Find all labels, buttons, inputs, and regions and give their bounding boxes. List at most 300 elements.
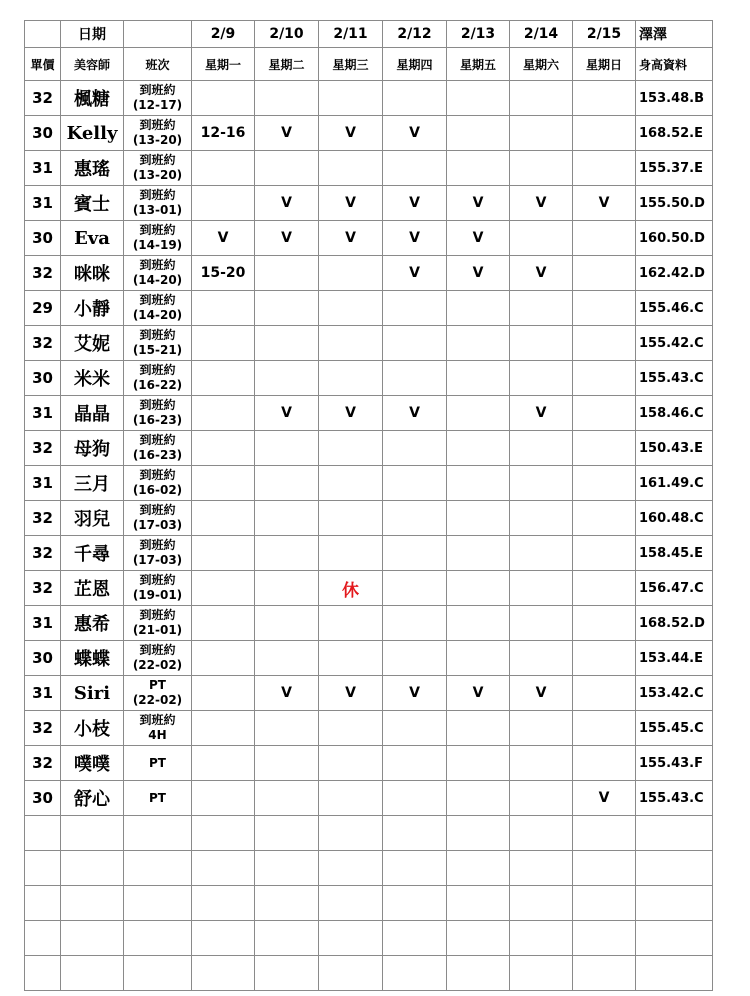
day-cell-wed bbox=[319, 291, 383, 326]
empty-cell bbox=[636, 956, 713, 991]
empty-cell bbox=[510, 956, 573, 991]
empty-cell bbox=[319, 921, 383, 956]
stylist-name: 羽兒 bbox=[61, 501, 124, 536]
empty-cell bbox=[447, 851, 510, 886]
shift-cell bbox=[124, 151, 192, 186]
shift-cell bbox=[124, 116, 192, 151]
day-cell-sat bbox=[510, 606, 573, 641]
day-cell-tue bbox=[255, 256, 319, 291]
empty-cell bbox=[573, 956, 636, 991]
empty-cell bbox=[510, 921, 573, 956]
day-cell-sun bbox=[573, 746, 636, 781]
empty-cell bbox=[383, 956, 447, 991]
empty-cell bbox=[61, 886, 124, 921]
stylist-name: 惠希 bbox=[61, 606, 124, 641]
shift-cell bbox=[124, 536, 192, 571]
info-cell: 160.48.C bbox=[636, 501, 713, 536]
empty-cell bbox=[25, 921, 61, 956]
empty-cell bbox=[636, 851, 713, 886]
shift-line: (16-23) bbox=[132, 448, 183, 462]
empty-cell bbox=[124, 851, 192, 886]
empty-cell bbox=[383, 886, 447, 921]
day-cell-sun: V bbox=[573, 781, 636, 816]
day-cell-tue bbox=[255, 781, 319, 816]
day-cell-fri: V bbox=[447, 256, 510, 291]
shift-line: 到班約 bbox=[139, 503, 176, 517]
price-cell: 31 bbox=[25, 606, 61, 641]
price-cell: 31 bbox=[25, 151, 61, 186]
shift-line: 到班約 bbox=[139, 433, 176, 447]
table-row bbox=[25, 186, 713, 221]
shift-line: 到班約 bbox=[139, 713, 176, 727]
day-cell-mon bbox=[192, 641, 255, 676]
day-cell-thu bbox=[383, 501, 447, 536]
price-cell: 32 bbox=[25, 536, 61, 571]
table-row bbox=[25, 256, 713, 291]
empty-cell bbox=[510, 886, 573, 921]
shift-line: (17-03) bbox=[132, 518, 183, 532]
day-cell-wed bbox=[319, 711, 383, 746]
date-header-row bbox=[25, 21, 713, 48]
weekday-mon: 星期一 bbox=[192, 48, 255, 81]
day-cell-thu bbox=[383, 466, 447, 501]
day-cell-fri bbox=[447, 781, 510, 816]
empty-cell bbox=[61, 851, 124, 886]
price-cell: 31 bbox=[25, 676, 61, 711]
weekday-sun: 星期日 bbox=[573, 48, 636, 81]
stylist-name: 噗噗 bbox=[61, 746, 124, 781]
stylist-name: Eva bbox=[61, 221, 124, 256]
date-sat: 2/14 bbox=[510, 21, 573, 48]
empty-cell bbox=[255, 886, 319, 921]
empty-cell bbox=[636, 886, 713, 921]
day-cell-sat: V bbox=[510, 676, 573, 711]
day-cell-thu bbox=[383, 536, 447, 571]
day-cell-wed bbox=[319, 466, 383, 501]
empty-cell bbox=[510, 851, 573, 886]
day-cell-fri bbox=[447, 291, 510, 326]
empty-cell bbox=[573, 851, 636, 886]
day-cell-tue bbox=[255, 501, 319, 536]
day-cell-thu bbox=[383, 291, 447, 326]
day-cell-sun bbox=[573, 536, 636, 571]
empty-cell bbox=[124, 956, 192, 991]
stylist-name: 三月 bbox=[61, 466, 124, 501]
table-row bbox=[25, 326, 713, 361]
day-cell-sun bbox=[573, 221, 636, 256]
day-cell-thu bbox=[383, 81, 447, 116]
empty-cell bbox=[25, 886, 61, 921]
stylist-name: 賓士 bbox=[61, 186, 124, 221]
info-header: 身高資料 bbox=[636, 48, 713, 81]
empty-cell bbox=[61, 956, 124, 991]
table-row bbox=[25, 676, 713, 711]
shift-line: 到班約 bbox=[139, 223, 176, 237]
day-cell-sat: V bbox=[510, 186, 573, 221]
price-cell: 31 bbox=[25, 186, 61, 221]
price-cell: 30 bbox=[25, 116, 61, 151]
shift-line: 到班約 bbox=[139, 188, 176, 202]
day-cell-fri bbox=[447, 606, 510, 641]
day-cell-sun bbox=[573, 116, 636, 151]
shift-cell bbox=[124, 711, 192, 746]
price-cell: 30 bbox=[25, 221, 61, 256]
shift-line: (13-20) bbox=[132, 168, 183, 182]
price-cell: 29 bbox=[25, 291, 61, 326]
shift-line: 到班約 bbox=[139, 258, 176, 272]
day-cell-sun bbox=[573, 641, 636, 676]
price-cell: 31 bbox=[25, 396, 61, 431]
shift-line: (14-20) bbox=[132, 273, 183, 287]
stylist-name: 母狗 bbox=[61, 431, 124, 466]
day-cell-mon: V bbox=[192, 221, 255, 256]
day-cell-sat bbox=[510, 536, 573, 571]
day-cell-thu bbox=[383, 781, 447, 816]
shift-line: (12-17) bbox=[132, 98, 183, 112]
shift-cell bbox=[124, 396, 192, 431]
stylist-name: 蝶蝶 bbox=[61, 641, 124, 676]
stylist-name: 小枝 bbox=[61, 711, 124, 746]
shift-line: 到班約 bbox=[139, 468, 176, 482]
day-cell-mon bbox=[192, 151, 255, 186]
empty-cell bbox=[61, 816, 124, 851]
empty-cell bbox=[124, 886, 192, 921]
date-label: 日期 bbox=[61, 21, 124, 48]
table-row bbox=[25, 536, 713, 571]
day-cell-fri bbox=[447, 536, 510, 571]
blank-header-cell bbox=[124, 21, 192, 48]
info-cell: 160.50.D bbox=[636, 221, 713, 256]
day-cell-mon bbox=[192, 361, 255, 396]
info-cell: 155.43.F bbox=[636, 746, 713, 781]
shift-cell bbox=[124, 781, 192, 816]
info-cell: 155.43.C bbox=[636, 781, 713, 816]
day-cell-fri: V bbox=[447, 676, 510, 711]
shift-line: (22-02) bbox=[132, 693, 183, 707]
day-cell-fri: V bbox=[447, 221, 510, 256]
info-cell: 153.44.E bbox=[636, 641, 713, 676]
day-cell-mon bbox=[192, 186, 255, 221]
info-cell: 161.49.C bbox=[636, 466, 713, 501]
empty-cell bbox=[192, 816, 255, 851]
shift-line: PT bbox=[149, 678, 166, 692]
shift-cell bbox=[124, 676, 192, 711]
shift-line: (16-22) bbox=[132, 378, 183, 392]
empty-cell bbox=[319, 816, 383, 851]
day-cell-wed bbox=[319, 641, 383, 676]
day-cell-tue: V bbox=[255, 186, 319, 221]
info-cell: 150.43.E bbox=[636, 431, 713, 466]
day-cell-mon bbox=[192, 291, 255, 326]
stylist-name: 惠瑤 bbox=[61, 151, 124, 186]
shift-line: (13-20) bbox=[132, 133, 183, 147]
empty-row bbox=[25, 816, 713, 851]
empty-cell bbox=[573, 816, 636, 851]
table-row bbox=[25, 361, 713, 396]
shift-line: (16-23) bbox=[132, 413, 183, 427]
info-cell: 155.42.C bbox=[636, 326, 713, 361]
day-cell-tue bbox=[255, 291, 319, 326]
day-cell-tue bbox=[255, 536, 319, 571]
day-cell-thu bbox=[383, 606, 447, 641]
day-cell-sat bbox=[510, 326, 573, 361]
shift-cell bbox=[124, 571, 192, 606]
day-cell-thu bbox=[383, 571, 447, 606]
day-cell-sun bbox=[573, 256, 636, 291]
day-cell-thu bbox=[383, 326, 447, 361]
shift-cell bbox=[124, 291, 192, 326]
day-cell-sun bbox=[573, 81, 636, 116]
day-cell-tue bbox=[255, 361, 319, 396]
info-cell: 153.48.B bbox=[636, 81, 713, 116]
empty-cell bbox=[25, 816, 61, 851]
day-cell-tue bbox=[255, 326, 319, 361]
weekday-wed: 星期三 bbox=[319, 48, 383, 81]
empty-cell bbox=[447, 921, 510, 956]
info-cell: 168.52.E bbox=[636, 116, 713, 151]
day-cell-tue bbox=[255, 81, 319, 116]
shift-line: 到班約 bbox=[139, 538, 176, 552]
day-cell-sun bbox=[573, 606, 636, 641]
day-cell-fri bbox=[447, 151, 510, 186]
shift-line: 到班約 bbox=[139, 573, 176, 587]
shift-line: (19-01) bbox=[132, 588, 183, 602]
empty-cell bbox=[636, 921, 713, 956]
day-cell-tue bbox=[255, 711, 319, 746]
day-cell-mon bbox=[192, 676, 255, 711]
day-cell-mon bbox=[192, 536, 255, 571]
table-row bbox=[25, 466, 713, 501]
empty-cell bbox=[447, 816, 510, 851]
empty-cell bbox=[192, 886, 255, 921]
day-cell-mon bbox=[192, 396, 255, 431]
day-cell-wed: V bbox=[319, 676, 383, 711]
day-cell-sat bbox=[510, 501, 573, 536]
day-cell-wed: V bbox=[319, 396, 383, 431]
table-row bbox=[25, 221, 713, 256]
shift-line: 到班約 bbox=[139, 643, 176, 657]
day-cell-wed bbox=[319, 536, 383, 571]
shift-line: PT bbox=[149, 755, 166, 770]
date-sun: 2/15 bbox=[573, 21, 636, 48]
day-cell-mon bbox=[192, 466, 255, 501]
day-cell-sat bbox=[510, 781, 573, 816]
info-cell: 158.45.E bbox=[636, 536, 713, 571]
day-cell-fri bbox=[447, 641, 510, 676]
shift-line: 到班約 bbox=[139, 293, 176, 307]
price-cell: 32 bbox=[25, 326, 61, 361]
shift-cell bbox=[124, 186, 192, 221]
empty-cell bbox=[447, 886, 510, 921]
day-cell-thu bbox=[383, 431, 447, 466]
day-cell-sat bbox=[510, 291, 573, 326]
day-cell-sat bbox=[510, 361, 573, 396]
table-row bbox=[25, 116, 713, 151]
day-cell-fri bbox=[447, 501, 510, 536]
shift-line: (13-01) bbox=[132, 203, 183, 217]
day-cell-fri bbox=[447, 81, 510, 116]
day-cell-thu: V bbox=[383, 676, 447, 711]
date-thu: 2/12 bbox=[383, 21, 447, 48]
day-cell-thu bbox=[383, 361, 447, 396]
day-cell-tue: V bbox=[255, 116, 319, 151]
day-cell-tue bbox=[255, 431, 319, 466]
day-cell-wed bbox=[319, 326, 383, 361]
day-cell-mon bbox=[192, 431, 255, 466]
stylist-name: 艾妮 bbox=[61, 326, 124, 361]
shift-cell bbox=[124, 81, 192, 116]
shift-line: (14-20) bbox=[132, 308, 183, 322]
empty-cell bbox=[192, 851, 255, 886]
empty-cell bbox=[447, 956, 510, 991]
price-cell: 32 bbox=[25, 256, 61, 291]
day-cell-sun: V bbox=[573, 186, 636, 221]
day-cell-mon bbox=[192, 326, 255, 361]
day-cell-sun bbox=[573, 291, 636, 326]
empty-cell bbox=[319, 851, 383, 886]
empty-row bbox=[25, 886, 713, 921]
day-cell-wed: V bbox=[319, 186, 383, 221]
day-cell-wed bbox=[319, 431, 383, 466]
empty-cell bbox=[383, 816, 447, 851]
day-cell-fri bbox=[447, 466, 510, 501]
day-cell-wed bbox=[319, 81, 383, 116]
day-cell-wed bbox=[319, 781, 383, 816]
price-cell: 32 bbox=[25, 746, 61, 781]
shift-header: 班次 bbox=[124, 48, 192, 81]
shift-cell bbox=[124, 326, 192, 361]
day-cell-wed bbox=[319, 151, 383, 186]
day-cell-sun bbox=[573, 676, 636, 711]
day-cell-thu bbox=[383, 151, 447, 186]
date-fri: 2/13 bbox=[447, 21, 510, 48]
shift-line: 到班約 bbox=[139, 398, 176, 412]
shift-line: 到班約 bbox=[139, 363, 176, 377]
info-cell: 155.46.C bbox=[636, 291, 713, 326]
day-cell-mon bbox=[192, 571, 255, 606]
day-cell-wed: V bbox=[319, 116, 383, 151]
day-cell-wed: V bbox=[319, 221, 383, 256]
day-cell-thu: V bbox=[383, 221, 447, 256]
empty-cell bbox=[255, 816, 319, 851]
day-cell-mon bbox=[192, 746, 255, 781]
shift-cell bbox=[124, 606, 192, 641]
empty-cell bbox=[319, 956, 383, 991]
info-cell: 155.37.E bbox=[636, 151, 713, 186]
weekday-fri: 星期五 bbox=[447, 48, 510, 81]
day-cell-sun bbox=[573, 466, 636, 501]
day-cell-sat: V bbox=[510, 256, 573, 291]
shift-line: (15-21) bbox=[132, 343, 183, 357]
empty-cell bbox=[25, 851, 61, 886]
shift-cell bbox=[124, 221, 192, 256]
day-cell-wed bbox=[319, 361, 383, 396]
stylist-name: Siri bbox=[61, 676, 124, 711]
stylist-name: 米米 bbox=[61, 361, 124, 396]
price-cell: 31 bbox=[25, 466, 61, 501]
day-cell-wed bbox=[319, 746, 383, 781]
price-cell: 30 bbox=[25, 781, 61, 816]
table-row bbox=[25, 501, 713, 536]
stylist-name: 小靜 bbox=[61, 291, 124, 326]
weekday-tue: 星期二 bbox=[255, 48, 319, 81]
price-cell: 30 bbox=[25, 641, 61, 676]
shift-cell bbox=[124, 501, 192, 536]
day-cell-sat bbox=[510, 711, 573, 746]
shift-line: 到班約 bbox=[139, 328, 176, 342]
info-cell: 158.46.C bbox=[636, 396, 713, 431]
day-cell-sat bbox=[510, 151, 573, 186]
shift-cell bbox=[124, 746, 192, 781]
day-cell-tue: V bbox=[255, 676, 319, 711]
day-cell-fri bbox=[447, 396, 510, 431]
shift-line: (21-01) bbox=[132, 623, 183, 637]
day-cell-thu: V bbox=[383, 396, 447, 431]
stylist-name: 舒心 bbox=[61, 781, 124, 816]
day-cell-sun bbox=[573, 326, 636, 361]
info-cell: 156.47.C bbox=[636, 571, 713, 606]
shift-line: (14-19) bbox=[132, 238, 183, 252]
empty-row bbox=[25, 956, 713, 991]
day-cell-mon bbox=[192, 606, 255, 641]
day-cell-thu: V bbox=[383, 116, 447, 151]
day-cell-fri bbox=[447, 361, 510, 396]
day-cell-wed: 休 bbox=[319, 571, 383, 606]
day-cell-wed bbox=[319, 606, 383, 641]
info-cell: 162.42.D bbox=[636, 256, 713, 291]
shift-line: (17-03) bbox=[132, 553, 183, 567]
empty-row bbox=[25, 851, 713, 886]
empty-cell bbox=[61, 921, 124, 956]
day-cell-sat bbox=[510, 431, 573, 466]
empty-cell bbox=[255, 921, 319, 956]
price-cell: 32 bbox=[25, 81, 61, 116]
empty-cell bbox=[573, 921, 636, 956]
day-cell-thu bbox=[383, 746, 447, 781]
empty-cell bbox=[636, 816, 713, 851]
table-row bbox=[25, 781, 713, 816]
day-cell-tue bbox=[255, 151, 319, 186]
extra-label: 澤澤 bbox=[636, 21, 713, 48]
empty-cell bbox=[255, 851, 319, 886]
stylist-name: 千尋 bbox=[61, 536, 124, 571]
day-cell-sun bbox=[573, 361, 636, 396]
table-row bbox=[25, 571, 713, 606]
shift-cell bbox=[124, 361, 192, 396]
table-row bbox=[25, 81, 713, 116]
shift-line: 到班約 bbox=[139, 118, 176, 132]
day-cell-sat bbox=[510, 221, 573, 256]
shift-line: 到班約 bbox=[139, 153, 176, 167]
day-cell-thu bbox=[383, 711, 447, 746]
price-cell: 32 bbox=[25, 571, 61, 606]
shift-line: 到班約 bbox=[139, 83, 176, 97]
price-cell: 30 bbox=[25, 361, 61, 396]
table-row bbox=[25, 396, 713, 431]
day-cell-fri bbox=[447, 116, 510, 151]
stylist-name: 芷恩 bbox=[61, 571, 124, 606]
stylist-header: 美容師 bbox=[61, 48, 124, 81]
day-cell-sat bbox=[510, 571, 573, 606]
weekday-header-row bbox=[25, 48, 713, 81]
day-cell-sat: V bbox=[510, 396, 573, 431]
table-row bbox=[25, 606, 713, 641]
shift-line: PT bbox=[149, 790, 166, 805]
day-cell-mon bbox=[192, 781, 255, 816]
shift-cell bbox=[124, 431, 192, 466]
weekday-thu: 星期四 bbox=[383, 48, 447, 81]
day-cell-fri bbox=[447, 571, 510, 606]
